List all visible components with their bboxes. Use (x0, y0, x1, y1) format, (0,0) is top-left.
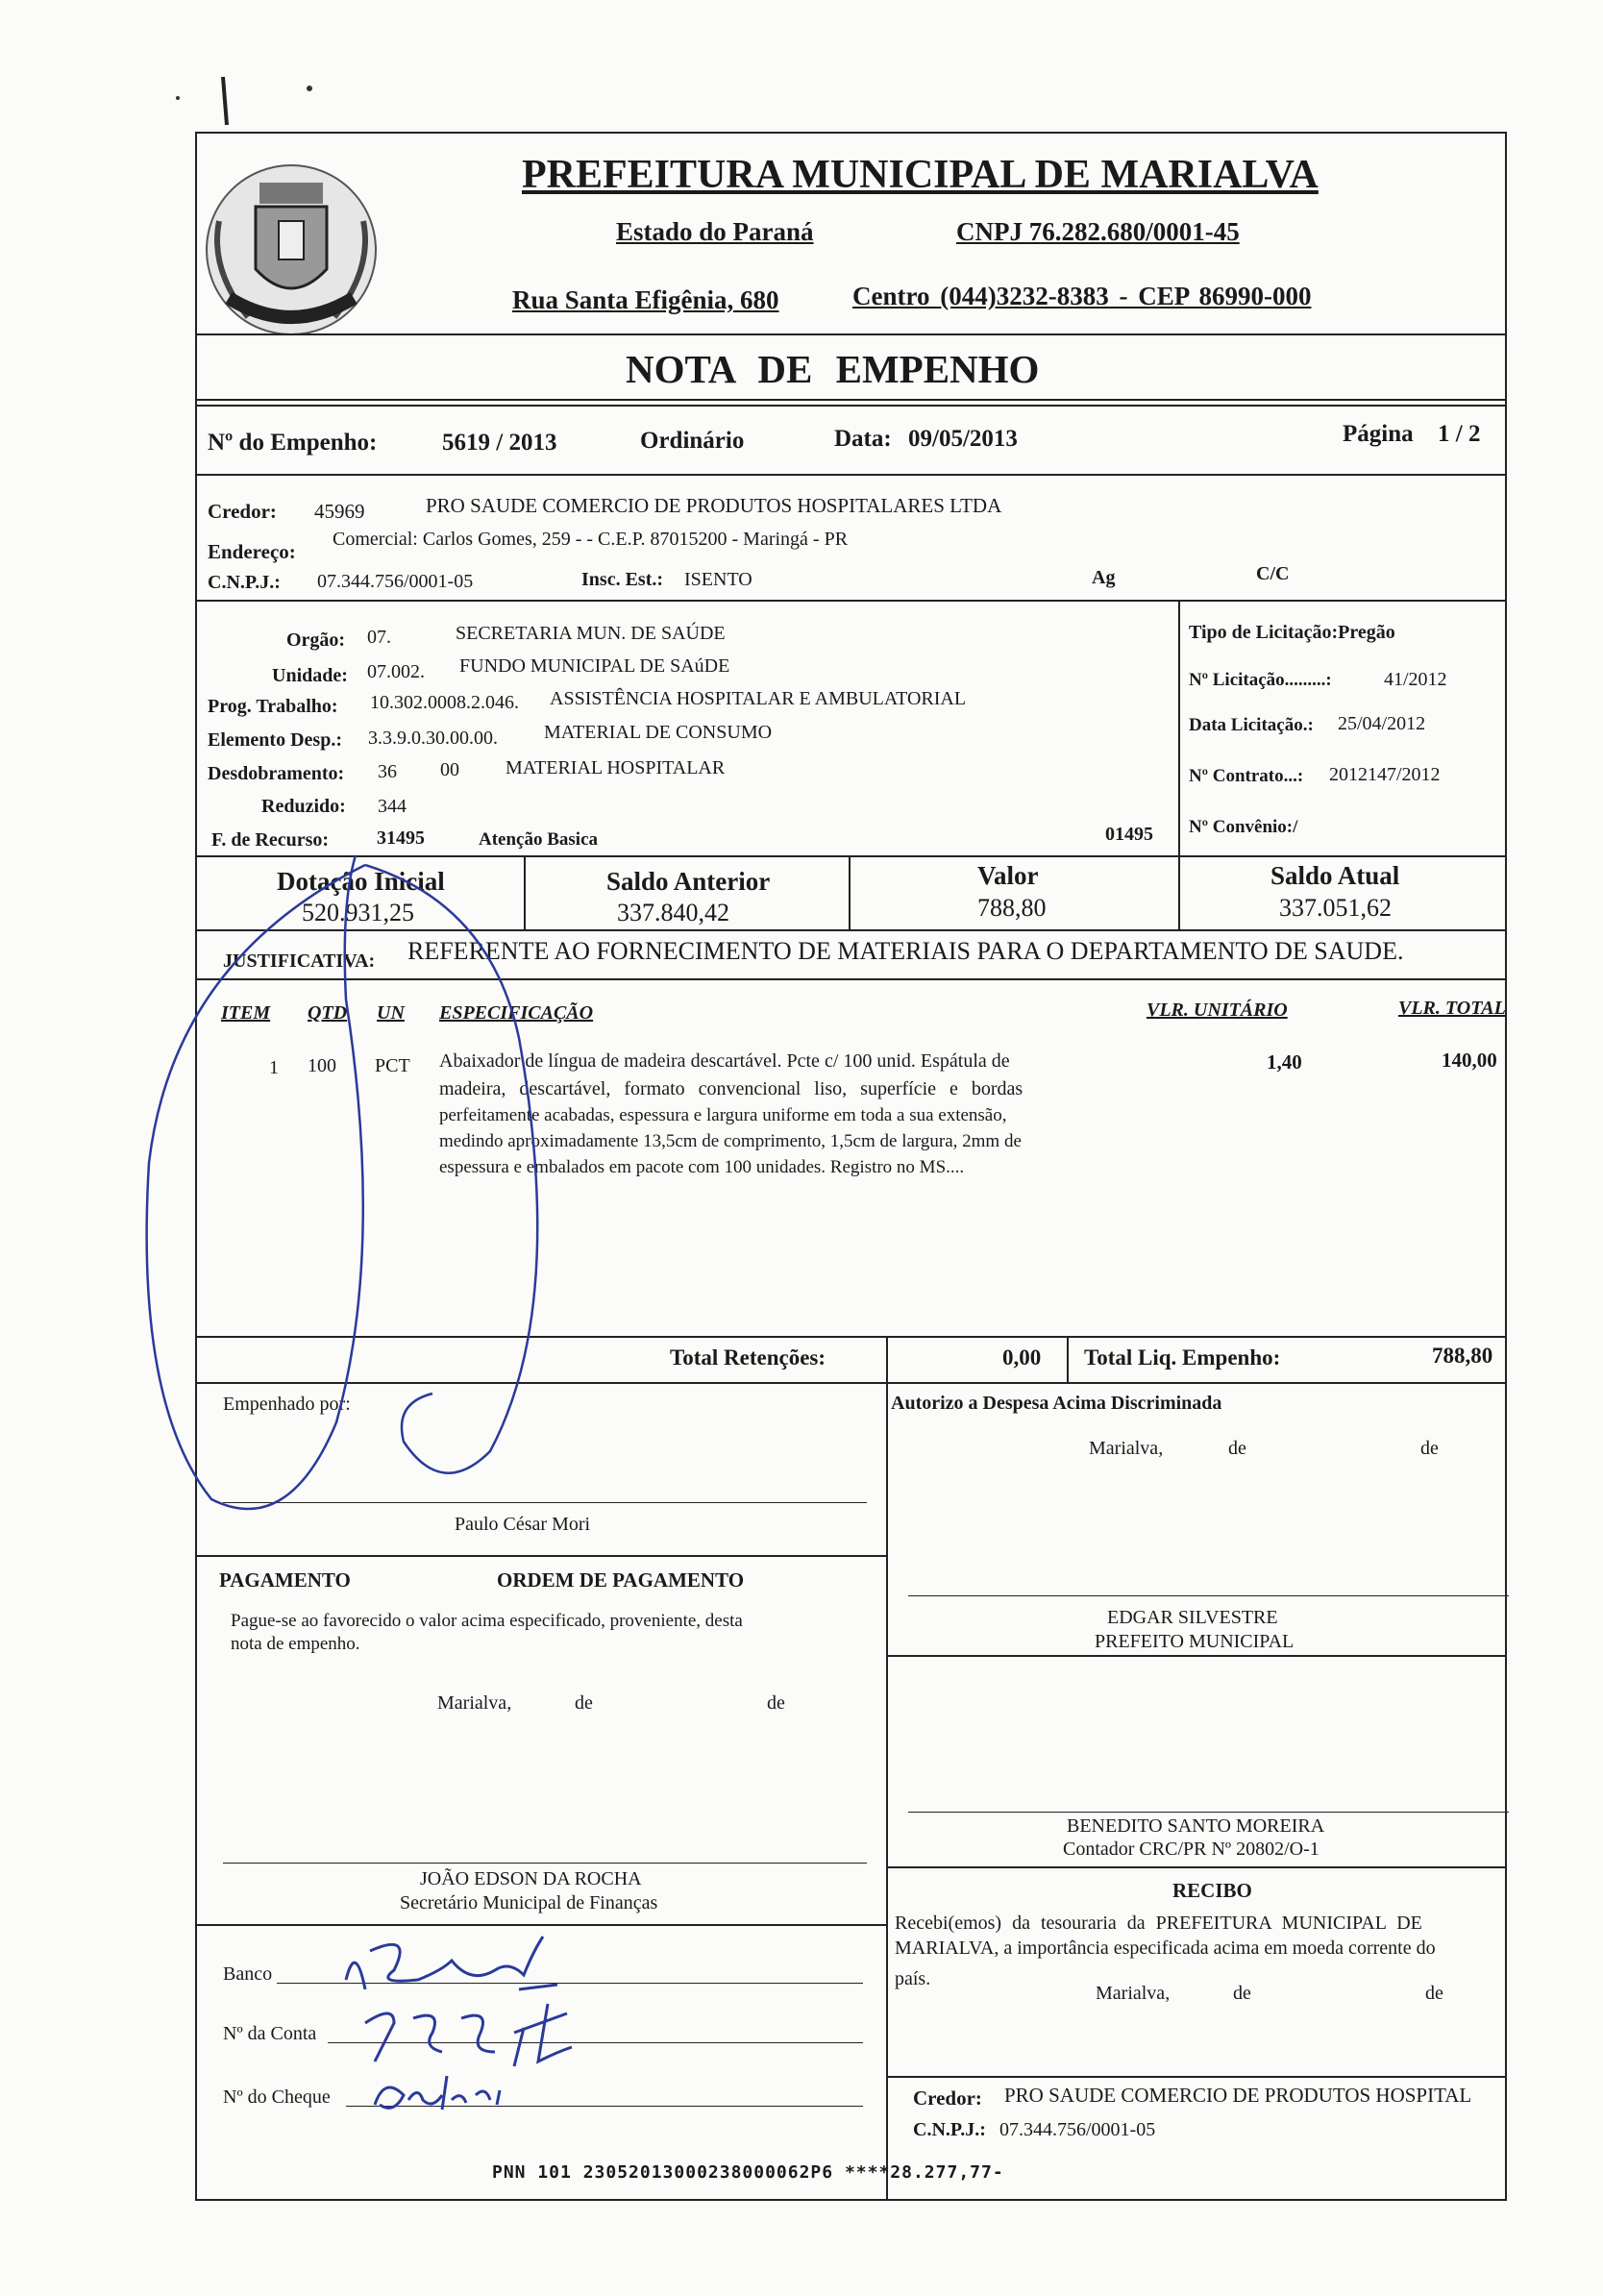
item-spec-line-5: espessura e embalados em pacote com 100 unidades. Registro no MS.... (439, 1157, 965, 1177)
banco-label: Banco (223, 1963, 273, 1985)
col-unit-value: VLR. UNITÁRIO (1147, 1000, 1288, 1021)
licitacao-num: 41/2012 (1384, 669, 1447, 690)
saldo-anterior-value: 337.840,42 (617, 899, 729, 926)
reduzido-value: 344 (378, 796, 407, 817)
municipality-title: PREFEITURA MUNICIPAL DE MARIALVA (522, 153, 1319, 197)
prog-name: ASSISTÊNCIA HOSPITALAR E AMBULATORIAL (550, 688, 967, 709)
empenho-number: 5619 / 2013 (442, 430, 557, 456)
pen-scribble (115, 846, 654, 1518)
recurso-name: Atenção Basica (479, 829, 599, 850)
orgao-code: 07. (367, 627, 391, 648)
col-qtd: QTD (308, 1002, 348, 1024)
item-total-value: 140,00 (1442, 1049, 1497, 1072)
justificativa-label: JUSTIFICATIVA: (223, 950, 376, 972)
valor-value: 788,80 (977, 894, 1047, 922)
recibo-cnpj: 07.344.756/0001-05 (999, 2119, 1156, 2140)
recibo-text-2: MARIALVA, a importância especificada acima em moeda corrente do (895, 1938, 1436, 1959)
item-spec-line-4: medindo aproximadamente 13,5cm de comprimento, 1,5cm de largura, 2mm de (439, 1131, 1022, 1151)
recibo-credor-name: PRO SAUDE COMERCIO DE PRODUTOS HOSPITAL (1004, 2084, 1472, 2107)
total-liq-label: Total Liq. Empenho: (1084, 1346, 1281, 1370)
prefeito-title: PREFEITO MUNICIPAL (1095, 1631, 1295, 1652)
recibo-cnpj-label: C.N.P.J.: (913, 2119, 986, 2140)
valor-label: Valor (977, 861, 1039, 890)
dotacao-label: Dotação Inicial (277, 867, 445, 896)
conta-handwriting (356, 1994, 605, 2071)
unidade-label: Unidade: (272, 665, 348, 686)
item-spec-line-2: madeira, descartável, formato convencional liso, superfície e bordas (439, 1078, 1023, 1099)
elemento-label: Elemento Desp.: (208, 729, 342, 751)
retencoes-label: Total Retenções: (670, 1346, 826, 1370)
retencoes-value: 0,00 (1002, 1346, 1042, 1370)
elemento-name: MATERIAL DE CONSUMO (544, 722, 773, 743)
credor-label: Credor: (208, 500, 277, 523)
saldo-atual-value: 337.051,62 (1279, 894, 1392, 922)
autorizo-de-2: de (1420, 1438, 1439, 1459)
convenio: Nº Convênio:/ (1189, 817, 1298, 837)
item-spec-line-1: Abaixador de língua de madeira descartável. Pcte c/ 100 unid. Espátula de (439, 1050, 1010, 1072)
autorizo-label: Autorizo a Despesa Acima Discriminada (891, 1393, 1222, 1414)
pagamento-de-1: de (575, 1692, 593, 1714)
recurso-right-code: 01495 (1105, 824, 1153, 845)
contrato-num: 2012147/2012 (1329, 764, 1441, 785)
col-total-value: VLR. TOTAL (1398, 998, 1506, 1019)
saldo-atual-label: Saldo Atual (1270, 861, 1400, 890)
empenho-type: Ordinário (640, 428, 745, 454)
desdobramento-a: 36 (378, 761, 397, 782)
desdobramento-b: 00 (440, 759, 459, 780)
pagamento-text-1: Pague-se ao favorecido o valor acima especificado, proveniente, desta (231, 1611, 743, 1631)
recibo-city: Marialva, (1096, 1983, 1171, 2004)
item-un: PCT (375, 1055, 410, 1076)
licitacao-date-label: Data Licitação.: (1189, 715, 1314, 735)
empenhado-label: Empenhado por: (223, 1394, 351, 1415)
conta-label: Nº da Conta (223, 2023, 317, 2044)
scan-marks (163, 67, 356, 135)
state-label: Estado do Paraná (616, 217, 814, 246)
date-label: Data: (834, 426, 892, 452)
autorizo-city: Marialva, (1089, 1438, 1164, 1459)
autorizo-de-1: de (1228, 1438, 1246, 1459)
pagamento-city: Marialva, (437, 1692, 512, 1714)
cheque-handwriting (365, 2066, 557, 2124)
col-item: ITEM (221, 1002, 271, 1024)
contador-name: BENEDITO SANTO MOREIRA (1067, 1815, 1325, 1837)
elemento-code: 3.3.9.0.30.00.00. (368, 728, 498, 749)
tipo-licitacao: Tipo de Licitação:Pregão (1189, 622, 1395, 643)
pagamento-label: PAGAMENTO (219, 1568, 351, 1592)
credor-name: PRO SAUDE COMERCIO DE PRODUTOS HOSPITALARES LTDA (426, 494, 1002, 517)
item-qtd: 100 (308, 1055, 336, 1076)
recurso-label: F. de Recurso: (211, 829, 330, 851)
insc-label: Insc. Est.: (581, 569, 664, 590)
contador-title: Contador CRC/PR Nº 20802/O-1 (1063, 1839, 1319, 1860)
justificativa-text: REFERENTE AO FORNECIMENTO DE MATERIAIS PARA O DEPARTAMENTO DE SAUDE. (407, 937, 1404, 965)
footer-code: PNN 101 23052013000238000062P6 ****28.277,77- (492, 2162, 1004, 2183)
total-liq-value: 788,80 (1432, 1344, 1493, 1368)
header-cnpj: CNPJ 76.282.680/0001-45 (956, 217, 1240, 246)
reduzido-label: Reduzido: (261, 796, 346, 817)
orgao-name: SECRETARIA MUN. DE SAÚDE (456, 623, 726, 644)
header-address: Centro (044)3232-8383 - CEP 86990-000 (852, 282, 1312, 310)
page-label: Página (1343, 421, 1414, 447)
item-number: 1 (269, 1057, 279, 1078)
empenhado-name: Paulo César Mori (455, 1514, 591, 1535)
col-un: UN (377, 1002, 405, 1024)
pagamento-de-2: de (767, 1692, 785, 1714)
cheque-label: Nº do Cheque (223, 2086, 331, 2108)
recibo-label: RECIBO (1172, 1879, 1252, 1902)
recibo-credor-label: Credor: (913, 2086, 982, 2110)
header-street: Rua Santa Efigênia, 680 (512, 285, 779, 314)
recibo-de-1: de (1233, 1983, 1251, 2004)
credor-cnpj: 07.344.756/0001-05 (317, 571, 474, 592)
licitacao-num-label: Nº Licitação.........: (1189, 670, 1332, 690)
unidade-name: FUNDO MUNICIPAL DE SAúDE (459, 655, 730, 677)
coat-of-arms-logo (200, 154, 382, 341)
saldo-anterior-label: Saldo Anterior (606, 867, 771, 896)
orgao-label: Orgão: (286, 630, 346, 651)
document-title: NOTA DE EMPENHO (626, 347, 1040, 391)
recibo-text-1: Recebi(emos) da tesouraria da PREFEITURA MUNICIPAL DE (895, 1913, 1422, 1934)
pagamento-text-2: nota de empenho. (231, 1634, 360, 1654)
col-spec: ESPECIFICAÇÃO (439, 1002, 594, 1024)
credor-code: 45969 (314, 500, 365, 523)
insc-value: ISENTO (684, 569, 752, 590)
recibo-de-2: de (1425, 1983, 1443, 2004)
recibo-text-3: país. (895, 1968, 931, 1989)
desdobramento-label: Desdobramento: (208, 763, 345, 784)
item-spec-line-3: perfeitamente acabadas, espessura e largura uniforme em toda a sua extensão, (439, 1105, 1007, 1125)
empenho-date: 09/05/2013 (908, 426, 1018, 452)
address-label: Endereço: (208, 540, 296, 563)
cnpj-label: C.N.P.J.: (208, 572, 281, 593)
licitacao-date: 25/04/2012 (1338, 713, 1426, 734)
cc-label: C/C (1256, 563, 1290, 584)
item-unit-value: 1,40 (1267, 1050, 1302, 1074)
secretario-name: JOÃO EDSON DA ROCHA (420, 1868, 642, 1889)
ordem-pagamento-label: ORDEM DE PAGAMENTO (497, 1568, 745, 1592)
prefeito-name: EDGAR SILVESTRE (1107, 1607, 1278, 1628)
unidade-code: 07.002. (367, 661, 425, 682)
prog-label: Prog. Trabalho: (208, 696, 338, 717)
credor-address: Comercial: Carlos Gomes, 259 - - C.E.P. 87015200 - Maringá - PR (333, 529, 849, 550)
page-number: 1 / 2 (1438, 421, 1481, 447)
desdobramento-name: MATERIAL HOSPITALAR (506, 757, 726, 778)
contrato-label: Nº Contrato...: (1189, 766, 1304, 786)
empenho-number-label: Nº do Empenho: (208, 430, 378, 456)
secretario-title: Secretário Municipal de Finanças (400, 1892, 658, 1913)
recurso-code: 31495 (377, 827, 425, 849)
prog-code: 10.302.0008.2.046. (370, 692, 519, 713)
dotacao-value: 520.931,25 (302, 899, 414, 926)
ag-label: Ag (1092, 567, 1116, 588)
